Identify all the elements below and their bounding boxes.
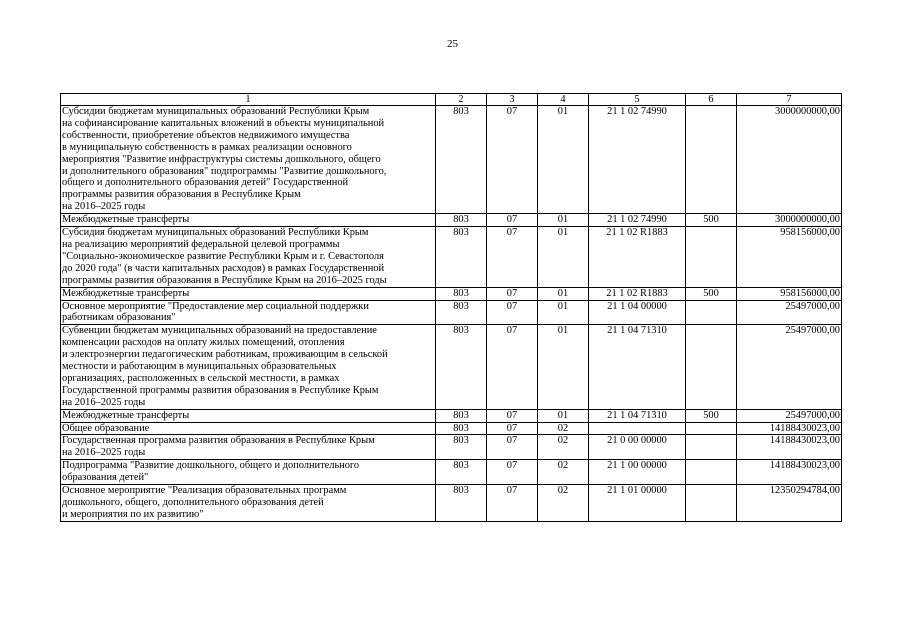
target-article-cell: 21 1 00 00000 [589,460,686,485]
target-article-cell: 21 1 04 00000 [589,300,686,325]
amount-cell: 14188430023,00 [737,422,842,435]
expense-type-cell: 500 [686,214,737,227]
table-row [61,227,842,288]
section-cell: 07 [487,214,538,227]
table-row [61,460,842,485]
target-article-cell: 21 1 02 74990 [589,106,686,214]
grbs-cell: 803 [436,300,487,325]
subsection-cell: 01 [538,214,589,227]
row-name-cell: Межбюджетные трансферты [61,287,436,300]
row-name-cell: Субвенции бюджетам муниципальных образований на предоставление компенсации расходов на оплату жилых помещений, отопления и электроэнергии педагогическим работникам, проживающим в сельской местности и работающим в муниципальных образовательных организациях, расположенных в сельской местности, в рамках Государственной программы развития образования в Республике Крым на 2016–2025 годы [61,325,436,409]
grbs-cell: 803 [436,287,487,300]
grbs-cell: 803 [436,325,487,409]
row-name-cell: Общее образование [61,422,436,435]
header-cell: 6 [686,94,737,106]
target-article-cell: 21 1 04 71310 [589,325,686,409]
header-cell: 3 [487,94,538,106]
expense-type-cell [686,106,737,214]
section-cell: 07 [487,106,538,214]
budget-table [60,93,842,522]
header-cell: 1 [61,94,436,106]
table-row [61,300,842,325]
grbs-cell: 803 [436,409,487,422]
subsection-cell: 01 [538,300,589,325]
expense-type-cell [686,460,737,485]
row-name-cell: Межбюджетные трансферты [61,214,436,227]
amount-cell: 3000000000,00 [737,214,842,227]
grbs-cell: 803 [436,460,487,485]
target-article-cell: 21 1 04 71310 [589,409,686,422]
grbs-cell: 803 [436,435,487,460]
amount-cell: 12350294784,00 [737,485,842,522]
amount-cell: 25497000,00 [737,300,842,325]
section-cell: 07 [487,227,538,288]
expense-type-cell [686,227,737,288]
table-row [61,214,842,227]
target-article-cell: 21 0 00 00000 [589,435,686,460]
table-row [61,325,842,409]
subsection-cell: 02 [538,435,589,460]
row-name-cell: Государственная программа развития образования в Республике Крым на 2016–2025 годы [61,435,436,460]
subsection-cell: 01 [538,227,589,288]
section-cell: 07 [487,422,538,435]
target-article-cell: 21 1 02 74990 [589,214,686,227]
table-row [61,409,842,422]
section-cell: 07 [487,485,538,522]
subsection-cell: 01 [538,409,589,422]
subsection-cell: 01 [538,106,589,214]
expense-type-cell [686,422,737,435]
target-article-cell: 21 1 02 R1883 [589,227,686,288]
page-number: 25 [447,38,458,50]
table-row [61,435,842,460]
grbs-cell: 803 [436,485,487,522]
header-cell: 5 [589,94,686,106]
section-cell: 07 [487,460,538,485]
table-row [61,422,842,435]
section-cell: 07 [487,435,538,460]
expense-type-cell [686,485,737,522]
header-cell: 2 [436,94,487,106]
amount-cell: 14188430023,00 [737,435,842,460]
section-cell: 07 [487,300,538,325]
expense-type-cell [686,435,737,460]
row-name-cell: Субсидия бюджетам муниципальных образований Республики Крым на реализацию мероприятий федеральной целевой программы "Социально-экономическое развитие Республики Крым и г. Севастополя до 2020 года" (в части капитальных расходов) в рамках Государственной программы развития образования в Республике Крым на 2016–2025 годы [61,227,436,288]
expense-type-cell [686,325,737,409]
grbs-cell: 803 [436,422,487,435]
grbs-cell: 803 [436,106,487,214]
section-cell: 07 [487,325,538,409]
target-article-cell: 21 1 02 R1883 [589,287,686,300]
target-article-cell: 21 1 01 00000 [589,485,686,522]
expense-type-cell: 500 [686,409,737,422]
row-name-cell: Субсидии бюджетам муниципальных образований Республики Крым на софинансирование капитальных вложений в объекты муниципальной собственности, приобретение объектов недвижимого имущества в муниципальную собственность в рамках реализации основного мероприятия "Развитие инфраструктуры системы дошкольного, общего и дополнительного образования" подпрограммы "Развитие дошкольного, общего и дополнительного образования детей" Государственной программы развития образования в Республике Крым на 2016–2025 годы [61,106,436,214]
amount-cell: 3000000000,00 [737,106,842,214]
amount-cell: 958156000,00 [737,287,842,300]
row-name-cell: Межбюджетные трансферты [61,409,436,422]
expense-type-cell [686,300,737,325]
table-row [61,106,842,214]
subsection-cell: 01 [538,287,589,300]
section-cell: 07 [487,409,538,422]
table-row [61,287,842,300]
subsection-cell: 02 [538,485,589,522]
table-body [61,106,842,522]
header-cell: 4 [538,94,589,106]
section-cell: 07 [487,287,538,300]
header-cell: 7 [737,94,842,106]
target-article-cell [589,422,686,435]
table-row [61,485,842,522]
row-name-cell: Основное мероприятие "Предоставление мер социальной поддержки работникам образования" [61,300,436,325]
grbs-cell: 803 [436,227,487,288]
subsection-cell: 01 [538,325,589,409]
amount-cell: 25497000,00 [737,409,842,422]
subsection-cell: 02 [538,460,589,485]
header-row [61,94,842,106]
expense-type-cell: 500 [686,287,737,300]
grbs-cell: 803 [436,214,487,227]
amount-cell: 14188430023,00 [737,460,842,485]
subsection-cell: 02 [538,422,589,435]
row-name-cell: Основное мероприятие "Реализация образовательных программ дошкольного, общего, дополнительного образования детей и мероприятия по их развитию" [61,485,436,522]
amount-cell: 958156000,00 [737,227,842,288]
row-name-cell: Подпрограмма "Развитие дошкольного, общего и дополнительного образования детей" [61,460,436,485]
amount-cell: 25497000,00 [737,325,842,409]
